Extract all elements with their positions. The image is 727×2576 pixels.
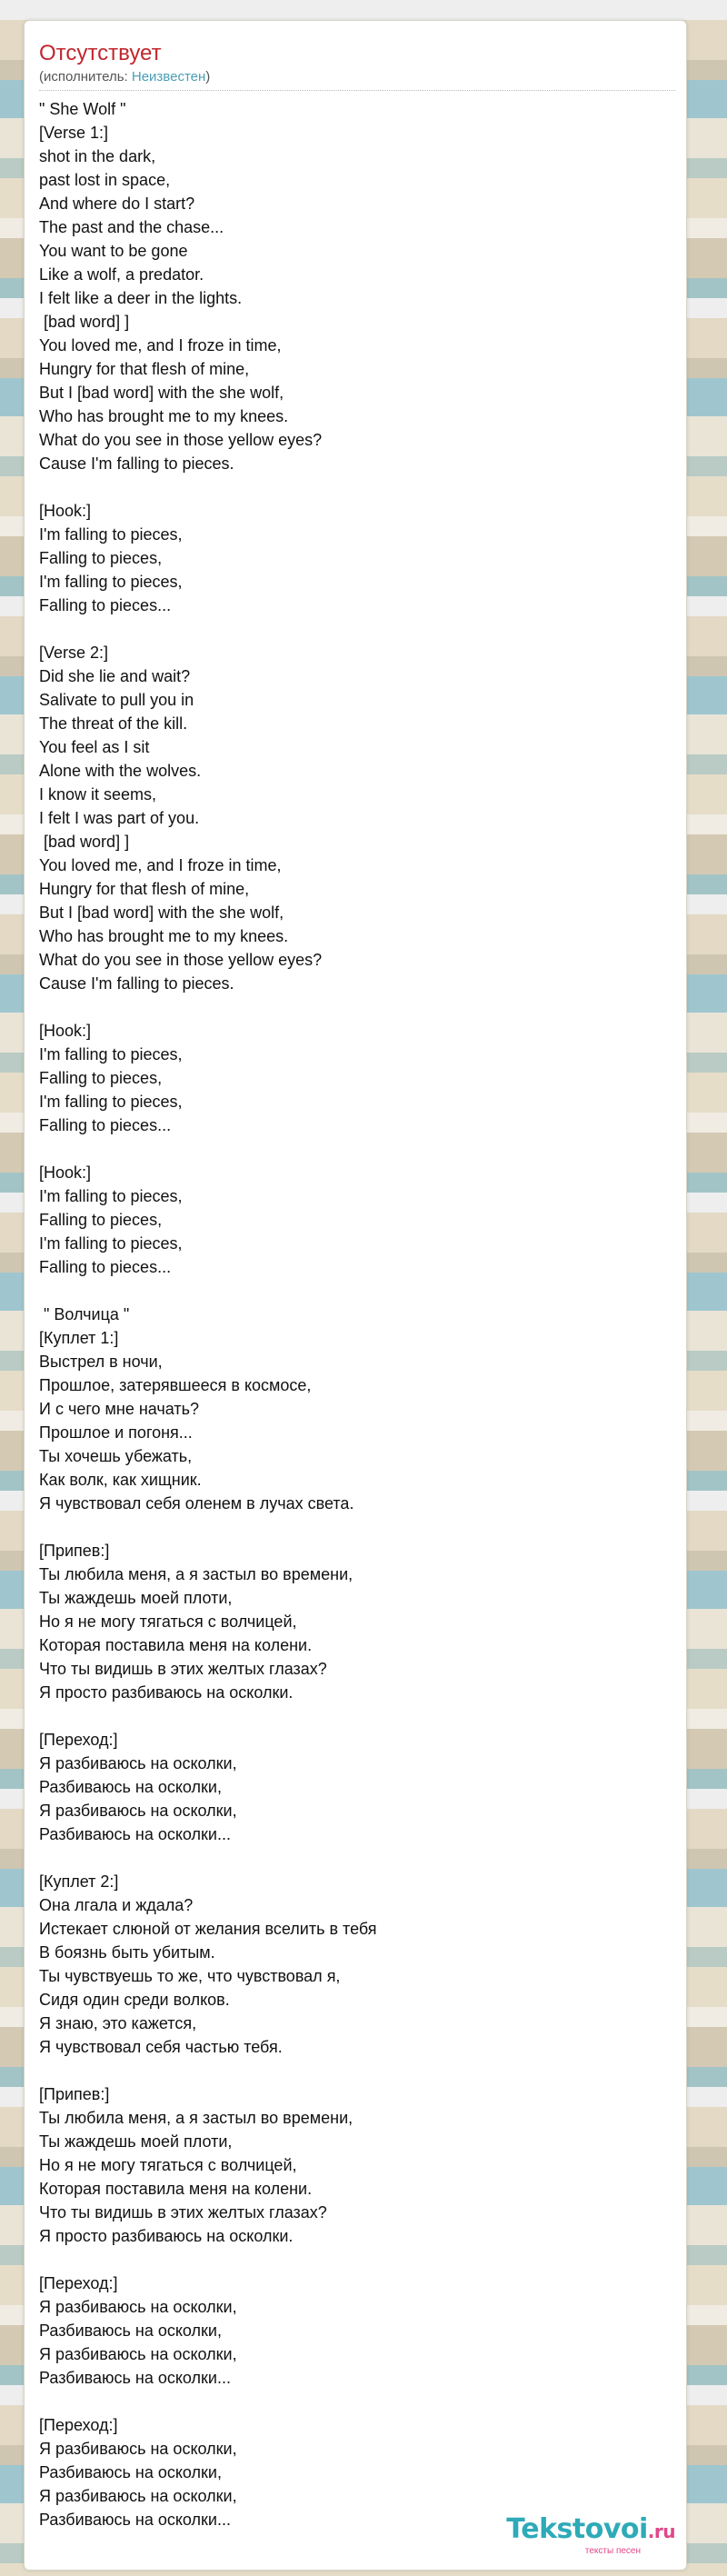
logo-wordmark bbox=[506, 2515, 675, 2546]
logo-name: Tekstovoi bbox=[506, 2513, 648, 2545]
artist-link[interactable]: Неизвестен bbox=[131, 69, 206, 85]
song-title: Отсутствует bbox=[39, 41, 162, 65]
title-divider bbox=[39, 90, 675, 91]
artist-line bbox=[39, 68, 210, 86]
site-logo[interactable] bbox=[506, 2515, 675, 2557]
logo-tagline: тексты песен bbox=[584, 2546, 641, 2556]
artist-prefix: (исполнитель: bbox=[39, 69, 132, 85]
lyrics-card bbox=[24, 20, 687, 2571]
artist-suffix: ) bbox=[205, 69, 211, 85]
lyrics-text: " She Wolf " [Verse 1:] shot in the dark, past lost in space, And where do I start? The past and the chase... You want to be gone Like a wolf, a predator. I felt like a deer in the lights. [bad word] ] You loved me, and I froze in time, Hungry for that flesh of mine, But I [bad word] with the she wolf, Who has brought me to my knees. What do you see in those yellow eyes? Cause I'm falling to pieces. [Hook:] I'm falling to pieces, Falling to pieces, I'm falling to pieces, Falling to pieces... [Verse 2:] Did she lie and wait? Salivate to pull you in The threat of the kill. You feel as I sit Alone with the wolves. I know it seems, I felt I was part of you. [bad word] ] You loved me, and I froze in time, Hungry for that flesh of mine, But I [bad word] with the she wolf, Who has brought me to my knees. What do you see in those yellow eyes? Cause I'm falling to pieces. [Hook:] I'm falling to pieces, Falling to pieces, I'm falling to pieces, Falling to pieces... [Hook:] I'm falling to pieces, Falling to pieces, I'm falling to pieces, Falling to pieces... " Волчица " [Куплет 1:] Выстрел в ночи, Прошлое, затерявшееся в космосе, И с чего мне начать? Прошлое и погоня... Ты хочешь убежать, Как волк, как хищник. Я чувствовал себя оленем в лучах света. [Припев:] Ты любила меня, а я застыл во времени, Ты жаждешь моей плоти, Но я не могу тягаться с волчицей, Которая поставила меня на колени. Что ты видишь в этих желтых глазах? Я просто разбиваюсь на осколки. [Переход:] Я разбиваюсь на осколки, Разбиваюсь на осколки, Я разбиваюсь на осколки, Разбиваюсь на осколки... [Куплет 2:] Она лгала и ждала? Истекает слюной от желания вселить в тебя В боязнь быть убитым. Ты чувствуешь то же, что чувствовал я, Сидя один среди волков. Я знаю, это кажется, Я чувствовал себя частью тебя. [Припев:] Ты любила меня, а я застыл во времени, Ты жаждешь моей плоти, Но я не могу тягаться с волчицей, Которая поставила меня на колени. Что ты видишь в этих желтых глазах? Я просто разбиваюсь на осколки. [Переход:] Я разбиваюсь на осколки, Разбиваюсь на осколки, Я разбиваюсь на осколки, Разбиваюсь на осколки... [Переход:] Я разбиваюсь на осколки, Разбиваюсь на осколки, Я разбиваюсь на осколки, Разбиваюсь на осколки... bbox=[39, 100, 377, 2529]
logo-tld: .ru bbox=[647, 2521, 675, 2542]
